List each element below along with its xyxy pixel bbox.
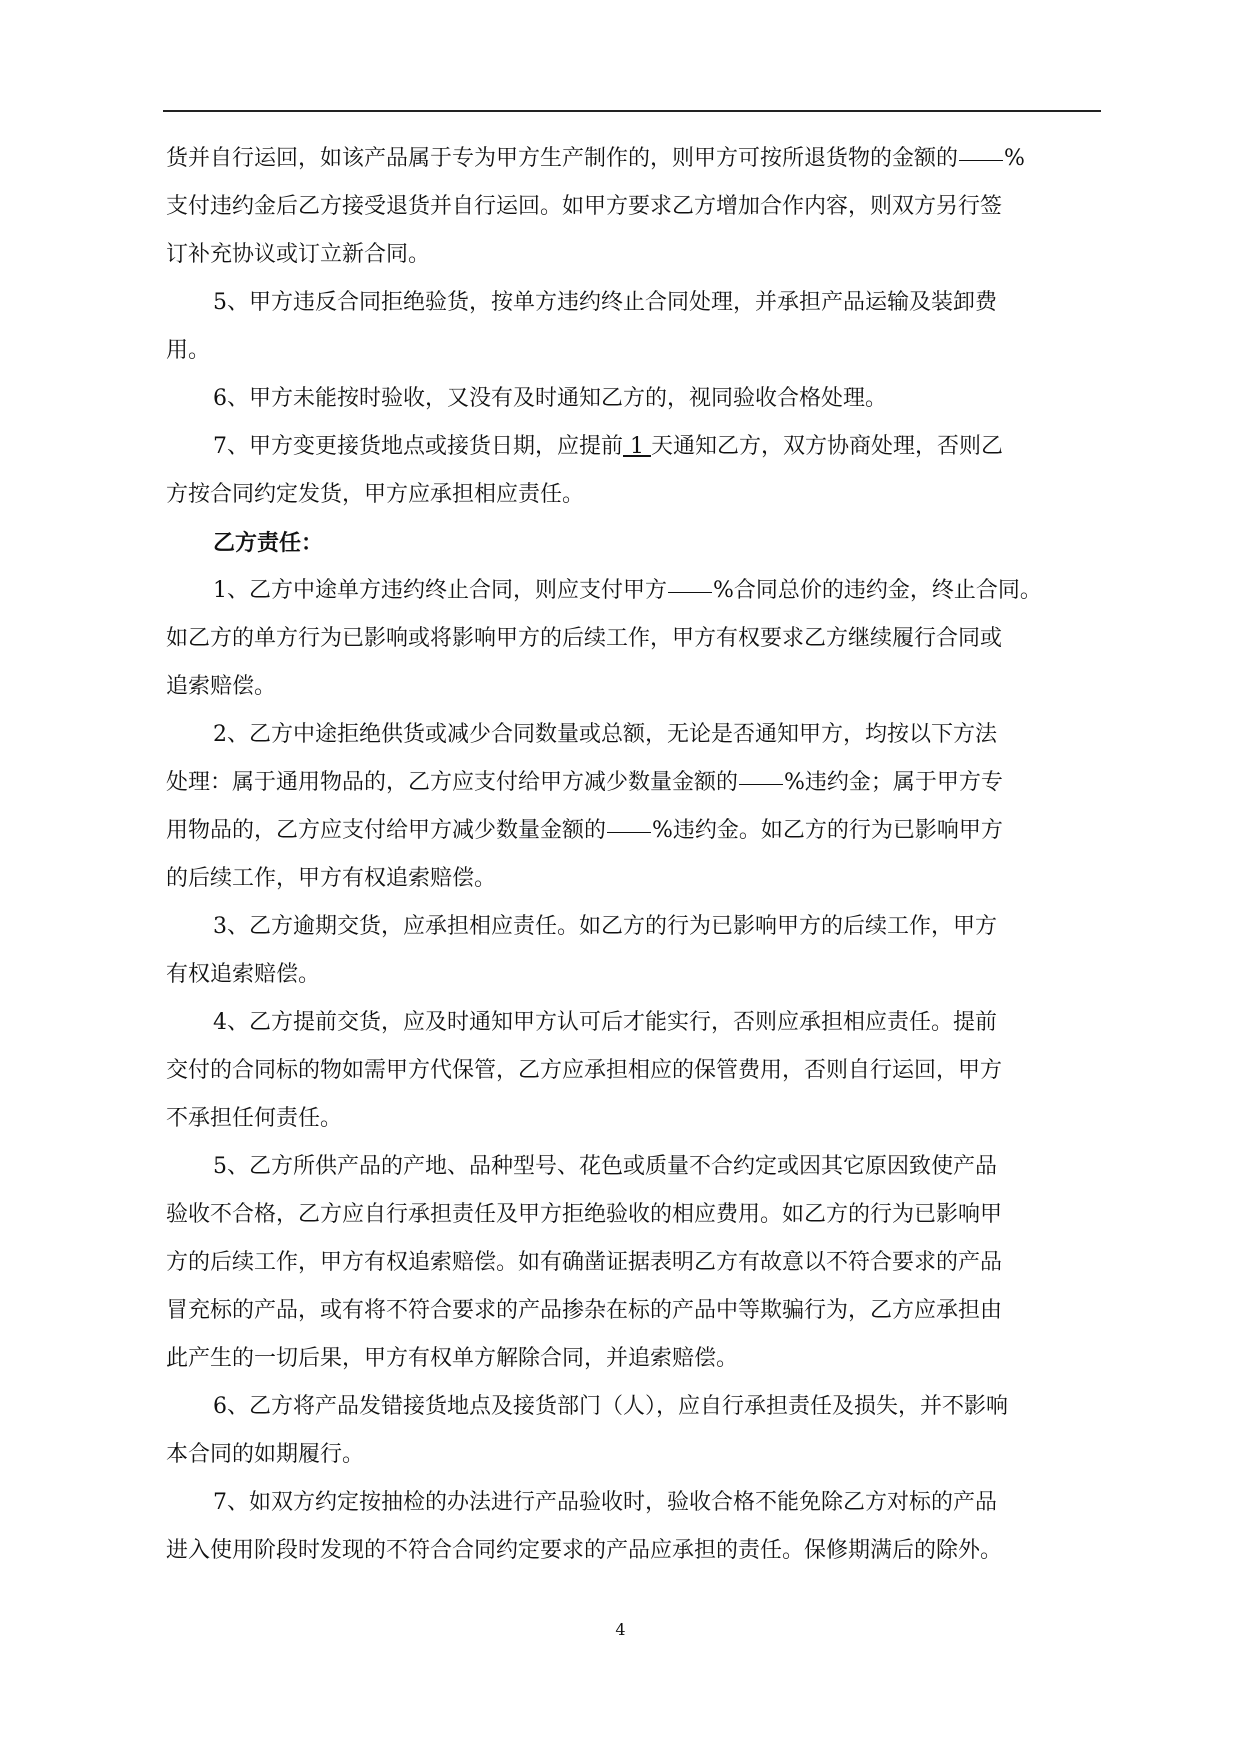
text-line	[166, 615, 1106, 663]
line-text: 本合同的如期履行。	[166, 1442, 365, 1467]
line-text: 不承担任何责任。	[166, 1106, 343, 1131]
text-line	[166, 807, 1106, 855]
text-line	[166, 279, 1106, 327]
page-number: 4	[615, 1620, 626, 1639]
text-line	[166, 471, 1106, 519]
text-line	[166, 1383, 1106, 1431]
text-line	[166, 855, 1106, 903]
fill-in-blank	[668, 591, 712, 593]
text-line	[166, 903, 1106, 951]
line-text: 5、乙方所供产品的产地、品种型号、花色或质量不合约定或因其它原因致使产品	[213, 1154, 997, 1179]
text-line	[166, 1527, 1106, 1575]
document-body	[166, 135, 1106, 1575]
line-text: 乙方责任：	[213, 530, 324, 556]
fill-in-blank	[959, 159, 1003, 161]
text-line	[166, 375, 1106, 423]
line-text: 冒充标的产品，或有将不符合要求的产品掺杂在标的产品中等欺骗行为，乙方应承担由	[166, 1298, 1003, 1323]
underlined-value: 1	[623, 434, 651, 459]
line-text-after: %	[1004, 146, 1025, 171]
line-text: 6、甲方未能按时验收，又没有及时通知乙方的，视同验收合格处理。	[213, 386, 887, 411]
line-text: 支付违约金后乙方接受退货并自行运回。如甲方要求乙方增加合作内容，则双方另行签	[166, 194, 1003, 219]
fill-in-blank	[607, 831, 651, 833]
line-text: 6、乙方将产品发错接货地点及接货部门（人），应自行承担责任及损失，并不影响	[213, 1394, 1008, 1419]
text-line	[166, 423, 1106, 471]
text-line	[166, 1047, 1106, 1095]
text-line	[166, 1287, 1106, 1335]
line-text: 验收不合格，乙方应自行承担责任及甲方拒绝验收的相应费用。如乙方的行为已影响甲	[166, 1202, 1003, 1227]
text-line	[166, 759, 1106, 807]
line-text: 7、甲方变更接货地点或接货日期，应提前	[213, 434, 623, 459]
text-line	[166, 1191, 1106, 1239]
line-text: 方的后续工作，甲方有权追索赔偿。如有确凿证据表明乙方有故意以不符合要求的产品	[166, 1250, 1003, 1275]
text-line	[166, 1143, 1106, 1191]
line-text: 2、乙方中途拒绝供货或减少合同数量或总额，无论是否通知甲方，均按以下方法	[213, 722, 997, 747]
fill-in-blank	[739, 783, 783, 785]
text-line	[166, 1479, 1106, 1527]
line-text-after: %合同总价的违约金，终止合同。	[713, 578, 1042, 603]
line-text: 4、乙方提前交货，应及时通知甲方认可后才能实行，否则应承担相应责任。提前	[213, 1010, 997, 1035]
line-text: 此产生的一切后果，甲方有权单方解除合同，并追索赔偿。	[166, 1346, 739, 1371]
line-text-after: 天通知乙方，双方协商处理，否则乙	[650, 434, 1003, 459]
line-text: 如乙方的单方行为已影响或将影响甲方的后续工作，甲方有权要求乙方继续履行合同或	[166, 626, 1003, 651]
text-line	[166, 231, 1106, 279]
line-text: 追索赔偿。	[166, 674, 277, 699]
text-line	[166, 1095, 1106, 1143]
line-text: 货并自行运回，如该产品属于专为甲方生产制作的，则甲方可按所退货物的金额的	[166, 146, 959, 171]
text-line	[166, 663, 1106, 711]
line-text: 交付的合同标的物如需甲方代保管，乙方应承担相应的保管费用，否则自行运回，甲方	[166, 1058, 1003, 1083]
line-text: 有权追索赔偿。	[166, 962, 321, 987]
line-text: 用。	[166, 338, 211, 363]
text-line	[166, 567, 1106, 615]
line-text: 3、乙方逾期交货，应承担相应责任。如乙方的行为已影响甲方的后续工作，甲方	[213, 914, 997, 939]
line-text: 的后续工作，甲方有权追索赔偿。	[166, 866, 497, 891]
line-text: 7、如双方约定按抽检的办法进行产品验收时，验收合格不能免除乙方对标的产品	[213, 1490, 997, 1515]
text-line	[166, 1431, 1106, 1479]
header-rule	[163, 110, 1101, 112]
text-line	[166, 327, 1106, 375]
line-text-after: %违约金。如乙方的行为已影响甲方	[652, 818, 1003, 843]
text-line	[166, 183, 1106, 231]
line-text: 进入使用阶段时发现的不符合合同约定要求的产品应承担的责任。保修期满后的除外。	[166, 1538, 1003, 1563]
line-text: 方按合同约定发货，甲方应承担相应责任。	[166, 482, 585, 507]
text-line	[166, 519, 1106, 567]
line-text: 用物品的，乙方应支付给甲方减少数量金额的	[166, 818, 607, 843]
text-line	[166, 1239, 1106, 1287]
line-text: 订补充协议或订立新合同。	[166, 242, 431, 267]
text-line	[166, 711, 1106, 759]
line-text: 处理：属于通用物品的，乙方应支付给甲方减少数量金额的	[166, 770, 739, 795]
line-text: 1、乙方中途单方违约终止合同，则应支付甲方	[213, 578, 667, 603]
text-line	[166, 951, 1106, 999]
line-text: 5、甲方违反合同拒绝验货，按单方违约终止合同处理，并承担产品运输及装卸费	[213, 290, 997, 315]
text-line	[166, 135, 1106, 183]
text-line	[166, 999, 1106, 1047]
text-line	[166, 1335, 1106, 1383]
line-text-after: %违约金；属于甲方专	[784, 770, 1003, 795]
